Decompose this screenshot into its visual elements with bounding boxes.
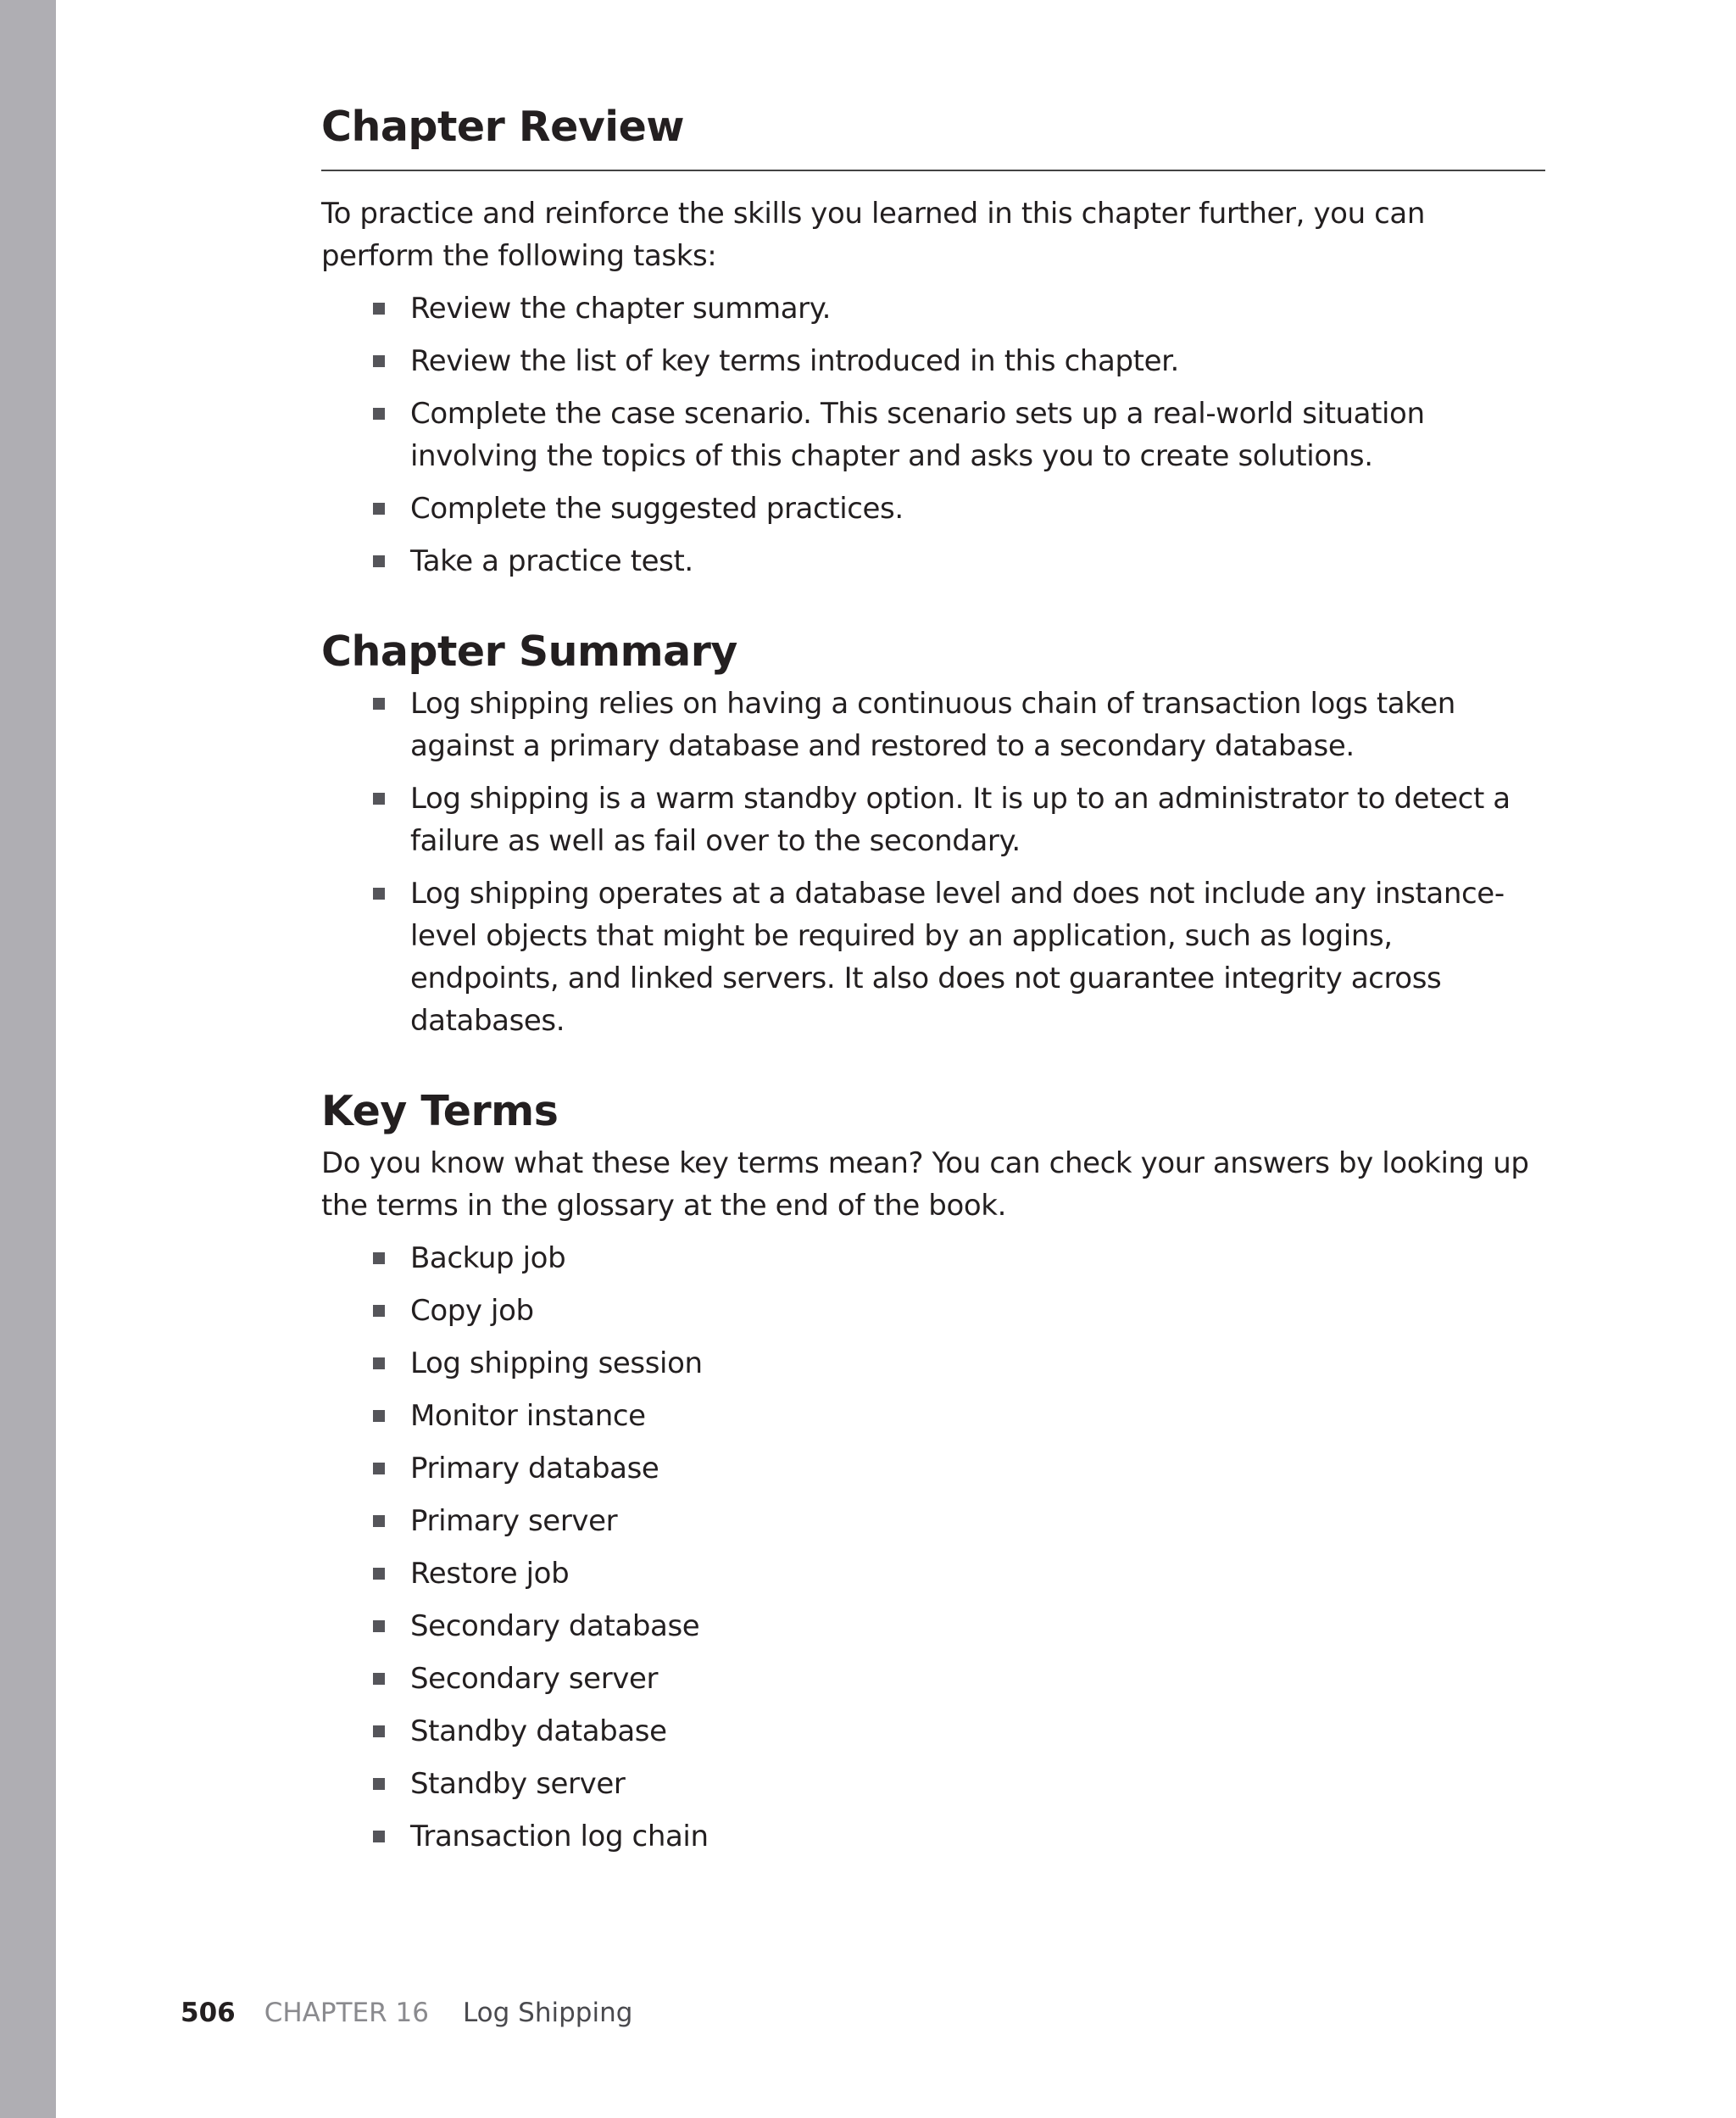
list-item: [321, 1763, 1545, 1805]
square-bullet-icon: [373, 793, 385, 805]
list-item: [321, 1815, 1545, 1858]
list-item-text: Primary server: [410, 1504, 618, 1538]
list-item: [321, 287, 1545, 330]
list-item: [321, 1552, 1545, 1595]
list-item-text: Complete the suggested practices.: [410, 492, 904, 526]
list-item-text: Secondary server: [410, 1662, 659, 1696]
list-item: [321, 1710, 1545, 1753]
list-item-text: Backup job: [410, 1241, 566, 1275]
list-item: [321, 1395, 1545, 1437]
square-bullet-icon: [373, 1410, 385, 1422]
list-item-text: Copy job: [410, 1294, 534, 1328]
square-bullet-icon: [373, 503, 385, 515]
list-item: [321, 872, 1545, 1042]
list-item-text: Log shipping session: [410, 1346, 703, 1380]
chapter-review-list: [321, 287, 1545, 582]
page-edge-strip: [0, 0, 56, 2118]
list-item: [321, 683, 1545, 767]
list-item-text: Transaction log chain: [410, 1820, 709, 1853]
page-footer: [181, 1996, 632, 2030]
square-bullet-icon: [373, 555, 385, 567]
page-content: [321, 102, 1545, 1858]
chapter-summary-heading: Chapter Summary: [321, 627, 737, 676]
list-item-text: Log shipping is a warm standby option. It is up to an administrator to detect a failure as well as fail over to the secondary.: [410, 782, 1511, 858]
list-item: [321, 778, 1545, 862]
square-bullet-icon: [373, 408, 385, 420]
square-bullet-icon: [373, 1357, 385, 1369]
list-item: [321, 1342, 1545, 1385]
list-item: [321, 1605, 1545, 1647]
list-item: [321, 1237, 1545, 1279]
list-item: [321, 540, 1545, 582]
list-item: [321, 1290, 1545, 1332]
list-item-text: Standby database: [410, 1714, 667, 1748]
square-bullet-icon: [373, 1515, 385, 1527]
chapter-review-intro: To practice and reinforce the skills you learned in this chapter further, you can perform the following tasks:: [321, 197, 1426, 273]
list-item-text: Standby server: [410, 1767, 626, 1801]
list-item-text: Monitor instance: [410, 1399, 646, 1433]
square-bullet-icon: [373, 1673, 385, 1685]
square-bullet-icon: [373, 1463, 385, 1474]
chapter-review-heading: Chapter Review: [321, 103, 685, 151]
square-bullet-icon: [373, 1568, 385, 1580]
list-item-text: Secondary database: [410, 1609, 700, 1643]
list-item-text: Log shipping operates at a database level and does not include any instance-level objects that might be required by an application, such as logins, endpoints, and linked servers. It also does not guarantee integrity across databases.: [410, 877, 1505, 1038]
list-item: [321, 340, 1545, 382]
list-item-text: Review the list of key terms introduced in this chapter.: [410, 344, 1179, 378]
list-item-text: Review the chapter summary.: [410, 292, 832, 326]
chapter-summary-list: [321, 683, 1545, 1042]
list-item-text: Log shipping relies on having a continuous chain of transaction logs taken against a primary database and restored to a secondary database.: [410, 687, 1455, 763]
square-bullet-icon: [373, 1831, 385, 1842]
square-bullet-icon: [373, 355, 385, 367]
list-item-text: Complete the case scenario. This scenario sets up a real-world situation involving the topics of this chapter and asks you to create solutions.: [410, 397, 1425, 473]
square-bullet-icon: [373, 698, 385, 710]
list-item: [321, 1500, 1545, 1542]
square-bullet-icon: [373, 1252, 385, 1264]
heading-rule: [321, 170, 1545, 171]
square-bullet-icon: [373, 1620, 385, 1632]
list-item: [321, 1447, 1545, 1490]
chapter-label: CHAPTER 16: [264, 1998, 429, 2028]
list-item-text: Primary database: [410, 1452, 659, 1485]
square-bullet-icon: [373, 1305, 385, 1317]
square-bullet-icon: [373, 1725, 385, 1737]
key-terms-intro: Do you know what these key terms mean? You can check your answers by looking up the terms in the glossary at the end of the book.: [321, 1146, 1529, 1223]
key-terms-list: [321, 1237, 1545, 1858]
list-item-text: Restore job: [410, 1557, 570, 1591]
square-bullet-icon: [373, 1778, 385, 1790]
page-number: 506: [181, 1998, 236, 2028]
list-item: [321, 488, 1545, 530]
list-item: [321, 393, 1545, 477]
square-bullet-icon: [373, 888, 385, 900]
key-terms-heading: Key Terms: [321, 1087, 559, 1135]
list-item-text: Take a practice test.: [410, 544, 693, 578]
chapter-title: Log Shipping: [462, 1998, 633, 2028]
list-item: [321, 1658, 1545, 1700]
square-bullet-icon: [373, 303, 385, 315]
